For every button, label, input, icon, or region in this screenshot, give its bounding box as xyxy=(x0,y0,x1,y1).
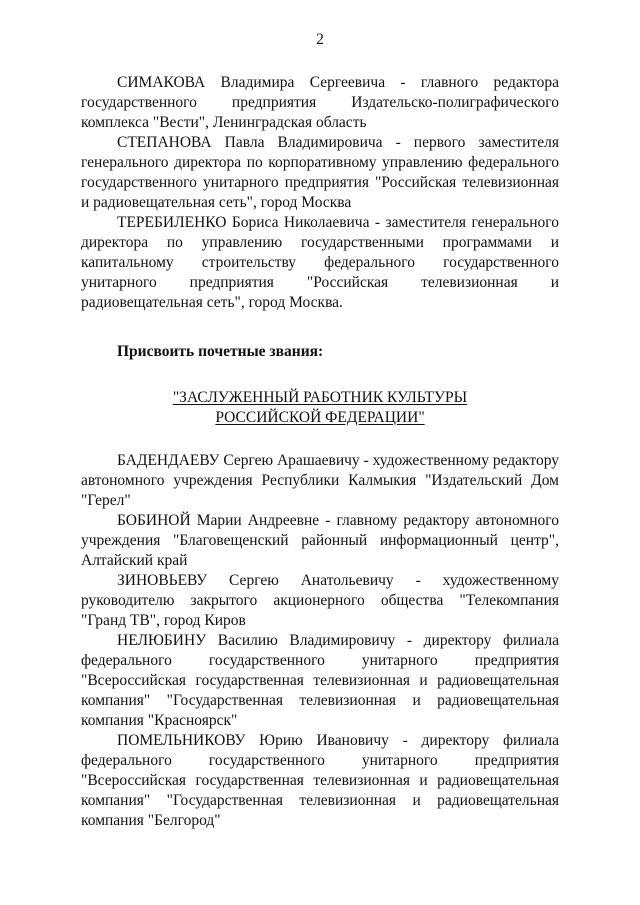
document-body xyxy=(81,73,559,831)
honorary-title-line-1: "ЗАСЛУЖЕННЫЙ РАБОТНИК КУЛЬТУРЫ xyxy=(172,389,468,406)
section-heading: Присвоить почетные звания: xyxy=(117,343,324,360)
award-paragraph-zinoviev: ЗИНОВЬЕВУ Сергею Анатольевичу - художественному руководителю закрытого акционерного общества "Телекомпания "Гранд ТВ", город Киров xyxy=(81,572,559,629)
page-number: 2 xyxy=(316,31,324,48)
award-paragraph-badendaev: БАДЕНДАЕВУ Сергею Арашаевичу - художественному редактору автономного учреждения Республики Калмыкия "Издательский Дом "Герел" xyxy=(81,452,559,509)
decree-paragraph-simakov: СИМАКОВА Владимира Сергеевича - главного редактора государственного предприятия Издательско-полиграфического комплекса "Вести", Ленинградская область xyxy=(81,74,559,131)
award-paragraph-nelyubin: НЕЛЮБИНУ Василию Владимировичу - директору филиала федерального государственного унитарного предприятия "Всероссийская государственная телевизионная и радиовещательная компания" "Государственная телевизионная и радиовещательная компания "Красноярск" xyxy=(81,632,559,729)
honorary-title-line-2: РОССИЙСКОЙ ФЕДЕРАЦИИ" xyxy=(215,409,425,426)
decree-paragraph-stepanov: СТЕПАНОВА Павла Владимировича - первого заместителя генерального директора по корпоративному управлению федерального государственного унитарного предприятия "Российская телевизионная и радиовещательная сеть", город Москва xyxy=(81,134,559,211)
award-paragraph-bobina: БОБИНОЙ Марии Андреевне - главному редактору автономного учреждения "Благовещенский районный информационный центр", Алтайский край xyxy=(81,512,559,569)
award-paragraph-pomelnikov: ПОМЕЛЬНИКОВУ Юрию Ивановичу - директору филиала федерального государственного унитарного предприятия "Всероссийская государственная телевизионная и радиовещательная компания" "Государственная телевизионная и радиовещательная компания "Белгород" xyxy=(81,732,559,829)
decree-paragraph-terebilenko: ТЕРЕБИЛЕНКО Бориса Николаевича - заместителя генерального директора по управлению государственными программами и капитальному строительству федерального государственного унитарного предприятия "Российская телевизионная и радиовещательная сеть", город Москва. xyxy=(81,214,559,311)
honorary-title xyxy=(81,388,559,428)
